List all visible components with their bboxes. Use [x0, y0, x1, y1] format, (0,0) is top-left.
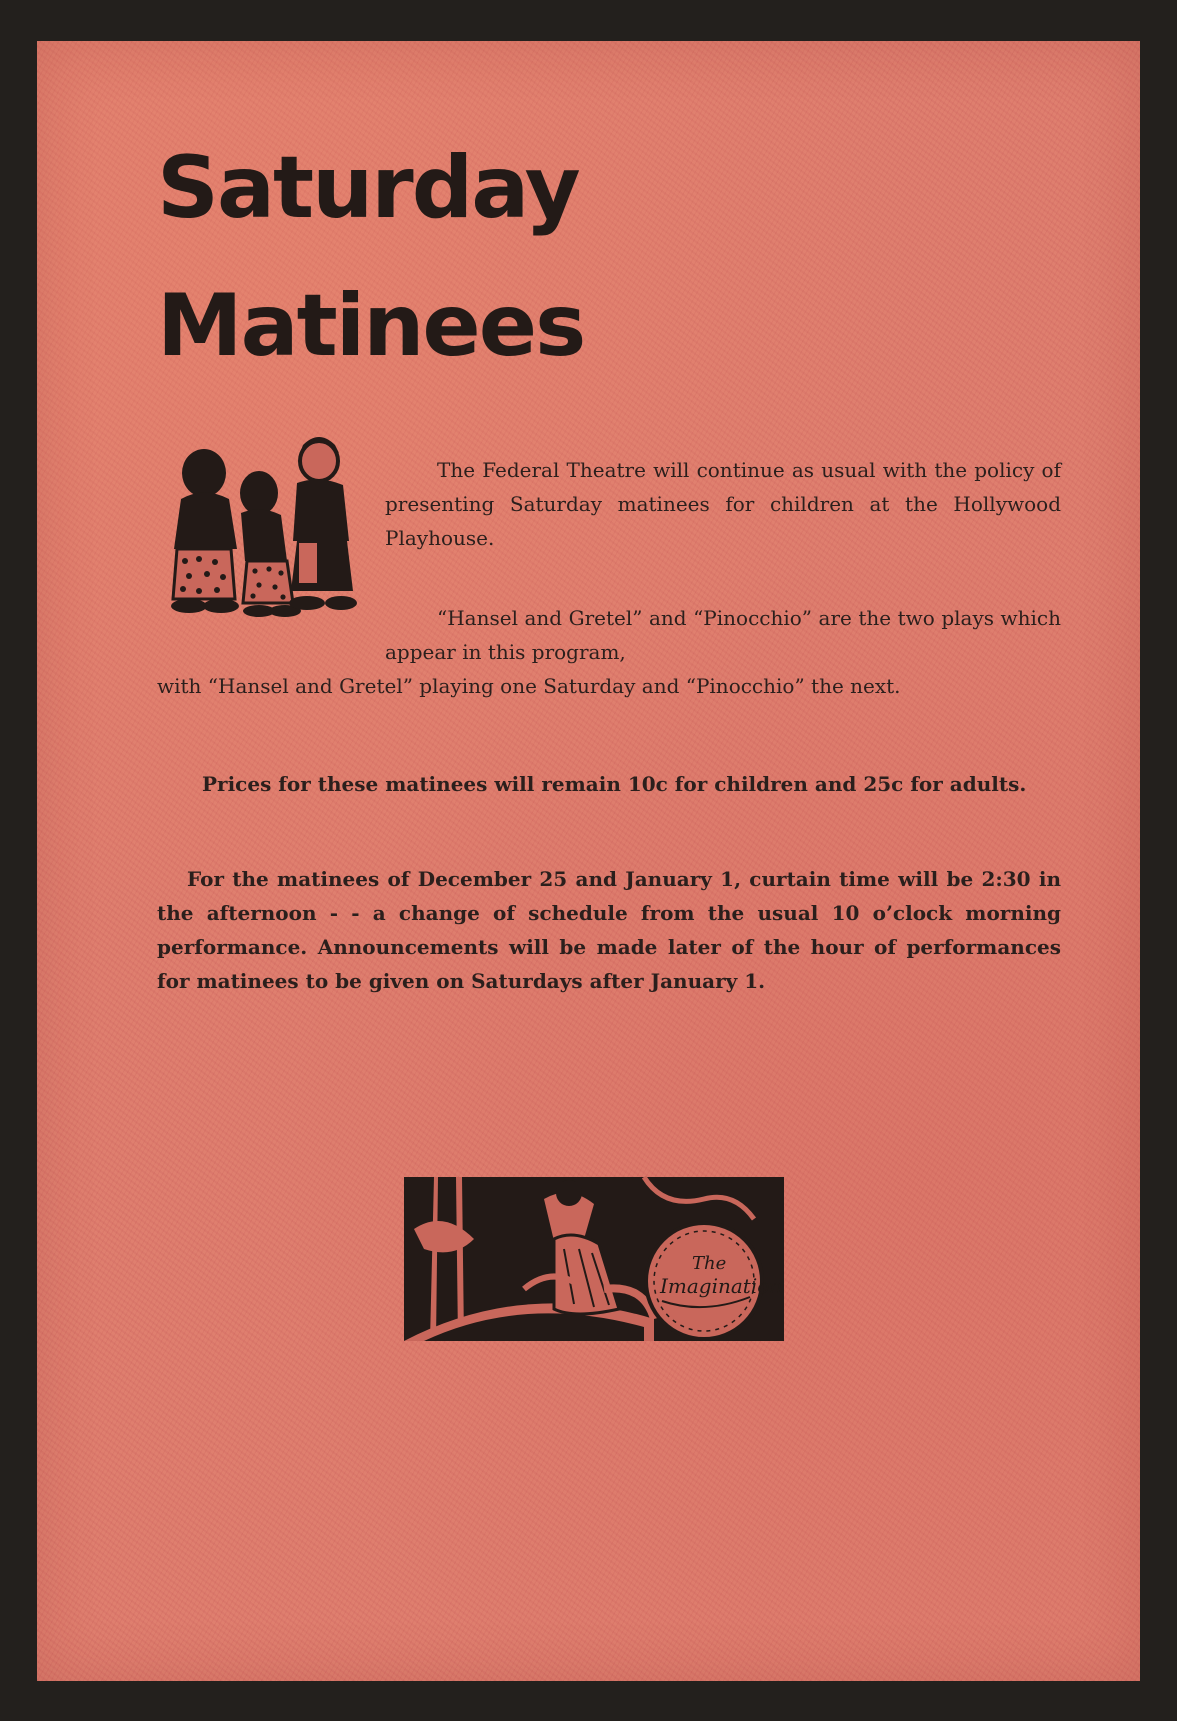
page-title — [157, 119, 757, 395]
children-illustration — [159, 431, 369, 621]
emblem-line-1: The — [692, 1253, 727, 1274]
title-line-1: Saturday — [157, 138, 579, 238]
emblem-line-2: Imagination — [660, 1274, 783, 1298]
imagination-emblem — [404, 1169, 784, 1345]
title-line-2: Matinees — [157, 276, 585, 376]
flyer-sheet — [37, 41, 1140, 1681]
paragraph-plays-continued: with “Hansel and Gretel” playing one Saturday and “Pinocchio” the next. — [157, 674, 901, 698]
paragraph-federal-theatre: The Federal Theatre will continue as usual with the policy of presenting Saturday matinees for children at the Hollywood Playhouse. — [385, 458, 1061, 550]
paragraph-prices: Prices for these matinees will remain 10c for children and 25c for adults. — [202, 772, 1027, 796]
paragraph-schedule: For the matinees of December 25 and January 1, curtain time will be 2:30 in the afternoon - - a change of schedule from the usual 10 o’clock morning performance. Announcements will be made later of the hour of performances for matinees to be given on Saturdays after January 1. — [157, 867, 1061, 993]
paragraph-plays-intro: “Hansel and Gretel” and “Pinocchio” are the two plays which appear in this program, — [385, 606, 1061, 664]
